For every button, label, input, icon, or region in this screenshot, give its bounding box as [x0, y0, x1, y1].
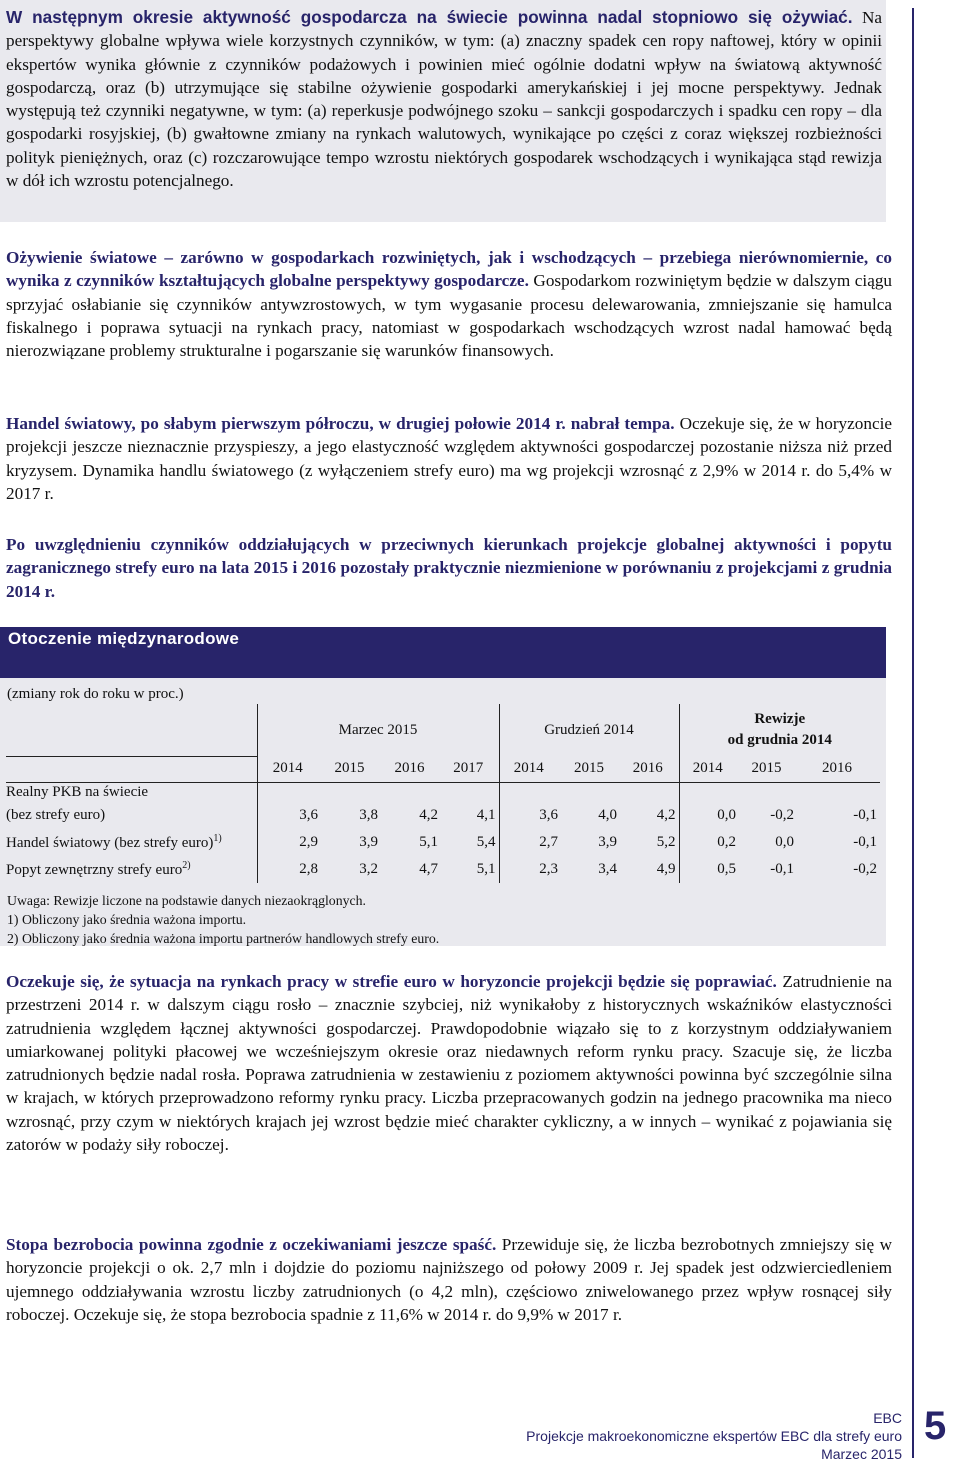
footer-org: EBC: [873, 1410, 902, 1426]
year-header: 2015: [321, 756, 381, 782]
revisions-sublabel: od grudnia 2014: [727, 732, 832, 748]
row-label-line1: Realny PKB na świecie: [6, 783, 149, 800]
note-revisions: Uwaga: Rewizje liczone na podstawie danych niezaokrąglonych.: [7, 893, 366, 908]
year-header: 2015: [739, 756, 797, 782]
table-cell: -0,2: [770, 807, 794, 823]
table-box: [0, 678, 886, 946]
year-header: 2015: [561, 756, 620, 782]
footnote-marker: 2): [182, 860, 191, 871]
table-cell: 5,2: [656, 834, 676, 850]
table-units: (zmiany rok do roku w proc.): [7, 686, 184, 702]
paragraph-body: Oczekuje się, że w horyzoncie projekcji jeszcze nieznacznie przyspieszy, a jego elastyczność względem aktywności gospodarczej pozostanie niższa niż przed kryzysem. Dynamika handlu światowego (z wyłączeniem strefy euro) ma wg projekcji wzrosnąć z 2,9% w 2014 r. do 5,4% w 2017 r.: [6, 414, 892, 503]
table-cell: 5,1: [476, 861, 496, 877]
table-cell: 3,9: [598, 834, 617, 850]
note-1: 1) Obliczony jako średnia ważona importu.: [7, 912, 247, 927]
paragraph-body: Gospodarkom rozwiniętym będzie w dalszym ciągu sprzyjać osłabianie się czynników antywzrostowych, w tym wygasanie procesu delewarowania, zmniejszanie się hamulca fiskalnego i poprawa sytuacji na rynkach pracy, natomiast w gospodarkach wschodzących wzrost nadal hamować będą nierozwiązane problemy strukturalne i pogarszanie się warunków finansowych.: [6, 271, 893, 361]
paragraph-world-trade: [0, 412, 896, 505]
paragraph-unemployment: [0, 1233, 896, 1326]
table-cell: 0,0: [679, 802, 739, 829]
year-header: 2017: [441, 756, 499, 782]
paragraph-body: Zatrudnienie na przestrzeni 2014 r. w dalszym ciągu rosło – znacznie szybciej, niż wynikałoby z historycznych wskaźników elastyczności zatrudnienia względem łącznej aktywności gospodarczej. Prawdopodobnie wiązało się to z korzystnym oddziaływaniem umiarkowanej polityki płacowej we wcześniejszym okresie oraz niedawnych reform rynku pracy. Szacuje się, że liczba zatrudnionych będzie nadal rosła. Poprawa zatrudnienia w zestawieniu z poziomem aktywności powinna być szczególnie silna w krajach, w których przeprowadzono reformy rynku pracy. Liczba przepracowanych godzin na jednego pracownika ma nieco wzrosnąć, przy czym w niektórych krajach jej wzrost będzie mieć charakter cykliczny, a w innych – wynikać z pojawiania się zatorów w podaży siły roboczej.: [6, 972, 893, 1155]
group-header-revisions: [679, 704, 880, 756]
table-cell: 4,2: [656, 807, 676, 823]
table-row: [6, 856, 880, 883]
table-cell: 3,6: [499, 802, 561, 829]
page-footer: [526, 1409, 902, 1463]
table-cell: 0,0: [775, 834, 794, 850]
table-cell: 2,9: [257, 829, 321, 856]
table-cell: -0,1: [853, 834, 877, 850]
data-table: [6, 704, 880, 883]
paragraph-body: Na perspektywy globalne wpływa wiele korzystnych czynników, w tym: (a) znaczny spadek cen ropy naftowej, który w opinii ekspertów wynika głównie z czynników podażowych i powinien mieć ogólnie dodatni wpływ na światową aktywność gospodarczą, oraz (b) utrzymujące się stabilne ożywienie gospodarki amerykańskiej i jej mocne perspektywy. Jednak występują też czynniki negatywne, w tym: (a) reperkusje podwójnego szoku – sankcji gospodarczych i spadku cen ropy – dla gospodarki rosyjskiej, (b) gwałtowne zmiany na rynkach walutowych, wynikające po części z coraz większej rozbieżności polityk pieniężnych, oraz (c) rozczarowujące tempo wzrostu niektórych gospodarek wschodzących i wynikająca stąd rewizja w dół ich wzrostu potencjalnego.: [6, 8, 883, 191]
table-cell: 4,0: [598, 807, 617, 823]
table-cell: -0,1: [853, 807, 877, 823]
table-cell: 3,6: [257, 802, 321, 829]
paragraph-lead: Ożywienie światowe – zarówno w gospodarkach rozwiniętych, jak i wschodzących – przebiega nierównomiernie, co wynika z czynników kształtujących globalne perspektywy gospodarcze.: [6, 248, 892, 291]
year-header: 2014: [499, 756, 561, 782]
group-header-december-2014: Grudzień 2014: [499, 704, 679, 756]
row-label-text: Handel światowy (bez strefy euro): [6, 835, 214, 851]
table-cell: 3,4: [598, 861, 617, 877]
paragraph-labour-market: [0, 970, 896, 1156]
year-header: 2014: [257, 756, 321, 782]
table-cell: 5,1: [419, 834, 438, 850]
row-label-text: Popyt zewnętrzny strefy euro: [6, 862, 183, 878]
footer-date: Marzec 2015: [821, 1446, 902, 1462]
table-cell: -0,2: [853, 861, 877, 877]
paragraph-uneven-recovery: [0, 246, 896, 362]
table-cell: 0,2: [679, 829, 739, 856]
table-notes: [7, 891, 439, 948]
table-cell: -0,1: [770, 861, 794, 877]
row-label: [6, 829, 257, 856]
year-header: 2016: [797, 756, 880, 782]
paragraph-lead: Handel światowy, po słabym pierwszym półroczu, w drugiej połowie 2014 r. nabrał tempa.: [6, 414, 675, 433]
year-header: 2016: [620, 756, 679, 782]
paragraph-body: Przewiduje się, że liczba bezrobotnych zmniejszy się w horyzoncie projekcji o ok. 2,7 mln i dojdzie do poziomu najniższego od połowy 2009 r. Jej spadek jest odzwierciedleniem ujemnego oddziaływania wzrostu liczby zatrudnionych (o 4,2 mln), częściowo zniwelowanego przez wpływ rosnącej siły roboczej. Oczekuje się, że stopa bezrobocia spadnie z 11,6% w 2014 r. do 9,9% w 2017 r.: [6, 1235, 892, 1324]
page-margin-rule: [912, 8, 914, 1458]
row-label: [6, 856, 257, 883]
paragraph-lead: Oczekuje się, że sytuacja na rynkach pracy w strefie euro w horyzoncie projekcji będzie się poprawiać.: [6, 972, 777, 991]
year-header-row: [6, 756, 880, 782]
table-cell: 3,2: [359, 861, 378, 877]
table-title: Otoczenie międzynarodowe: [8, 629, 240, 648]
table-cell: 2,7: [499, 829, 561, 856]
paragraph-lead: Po uwzględnieniu czynników oddziałujących w przeciwnych kierunkach projekcje globalnej aktywności i popytu zagranicznego strefy euro na lata 2015 i 2016 pozostały praktycznie niezmienione w porównaniu z projekcjami z grudnia 2014 r.: [6, 535, 892, 601]
table-cell: 4,9: [656, 861, 676, 877]
table-cell: 5,4: [476, 834, 496, 850]
year-header: 2016: [381, 756, 441, 782]
table-cell: 4,2: [419, 807, 438, 823]
page-number: 5: [924, 1404, 947, 1448]
table-row: [6, 829, 880, 856]
paragraph-global-outlook: [0, 6, 886, 192]
paragraph-lead: Stopa bezrobocia powinna zgodnie z oczekiwaniami jeszcze spaść.: [6, 1235, 497, 1254]
paragraph-projections-unchanged: [0, 533, 896, 603]
table-row: [6, 802, 880, 829]
intro-box: [0, 0, 886, 222]
table-cell: 3,9: [359, 834, 378, 850]
footnote-marker: 1): [213, 833, 222, 844]
row-label: [6, 802, 257, 829]
table-cell: 3,8: [359, 807, 378, 823]
paragraph-lead: W następnym okresie aktywność gospodarcza na świecie powinna nadal stopniowo się ożywiać.: [6, 7, 853, 27]
group-header-march-2015: Marzec 2015: [257, 704, 499, 756]
table-cell: 0,5: [679, 856, 739, 883]
revisions-label: Rewizje: [754, 711, 806, 727]
table-cell: 2,8: [257, 856, 321, 883]
table-cell: 4,7: [419, 861, 438, 877]
note-2: 2) Obliczony jako średnia ważona importu partnerów handlowych strefy euro.: [7, 931, 440, 946]
row-label-text: (bez strefy euro): [6, 807, 106, 823]
table-cell: 2,3: [499, 856, 561, 883]
table-cell: 4,1: [476, 807, 496, 823]
footer-publication: Projekcje makroekonomiczne ekspertów EBC dla strefy euro: [526, 1428, 902, 1444]
year-header: 2014: [679, 756, 739, 782]
